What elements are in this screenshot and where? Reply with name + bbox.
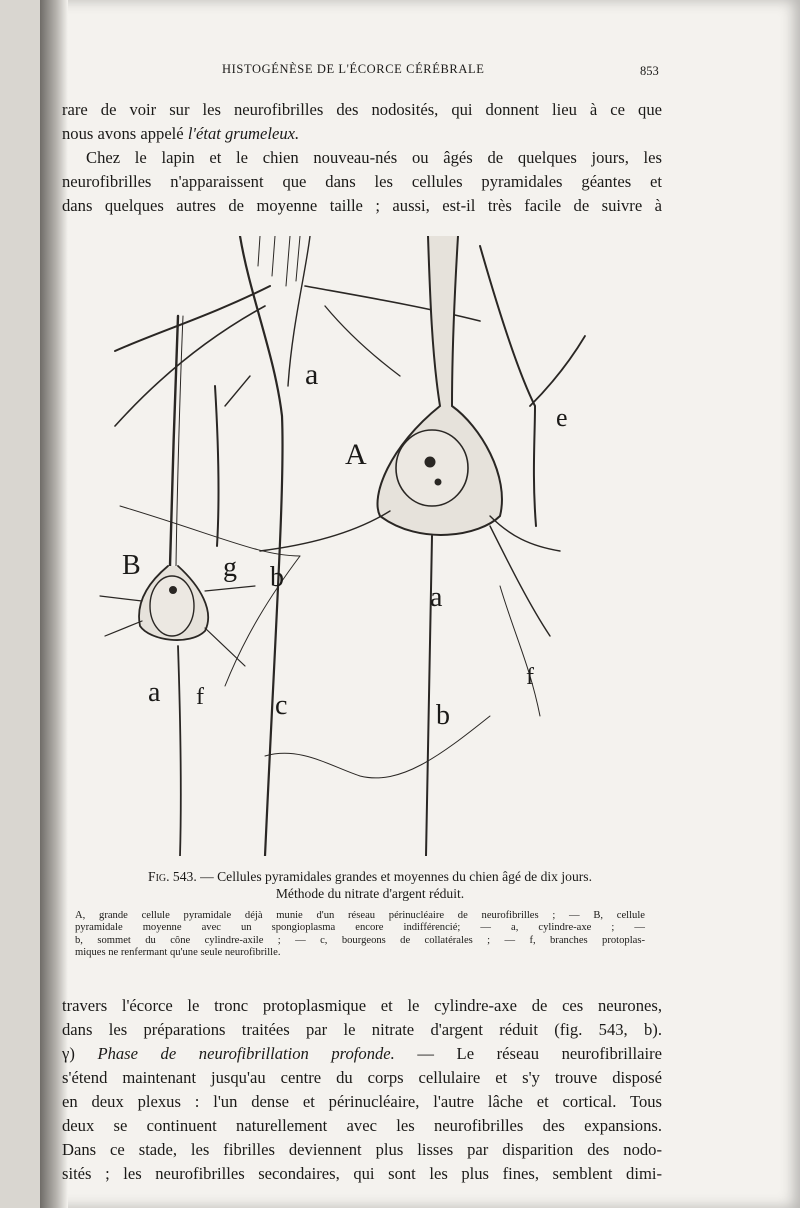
legend-line: b, sommet du cône cylindre-axile ; — c, bourgeons de collatérales ; — f, branches protoplas- [75, 934, 645, 946]
text-line [62, 1042, 662, 1066]
label-g: g [223, 552, 237, 583]
caption-line [100, 868, 640, 885]
label-f-right: f [526, 664, 534, 690]
text-line: en deux plexus : l'un dense et périnucléaire, l'autre lâche et cortical. Tous [62, 1092, 662, 1111]
text-line: Dans ce stade, les fibrilles deviennent plus lisses par disparition des nodo- [62, 1140, 662, 1159]
label-a-right: a [430, 582, 443, 613]
section-title: Phase de neurofibrillation profonde. [97, 1044, 395, 1063]
figure-number: Fig. 543. [148, 869, 197, 884]
legend-line: pyramidale moyenne avec un spongioplasma encore indifférencié; — a, cylindre-axe ; — [75, 922, 645, 934]
neuron-figure [60, 236, 660, 856]
italic-term: l'état grumeleux. [187, 124, 300, 143]
page-number: 853 [640, 64, 659, 78]
legend-line: miques ne renfermant qu'une seule neurofibrille. [75, 947, 281, 959]
text-line: Chez le lapin et le chien nouveau-nés ou âgés de quelques jours, les [86, 148, 662, 167]
text-span: nous avons appelé [62, 124, 188, 143]
text-line: deux se continuent naturellement avec les neurofibrilles des expansions. [62, 1116, 662, 1135]
text-line: dans les préparations traitées par le nitrate d'argent réduit (fig. 543, b). [62, 1020, 662, 1039]
figure-legend [75, 910, 645, 960]
text-line: travers l'écorce le tronc protoplasmique et le cylindre-axe de ces neurones, [62, 996, 662, 1015]
text-line: sités ; les neurofibrilles secondaires, qui sont les plus fines, semblent dimi- [62, 1164, 662, 1183]
label-f-left: f [196, 684, 204, 710]
label-b-bottom: b [436, 700, 450, 731]
text-span: — Le réseau neurofibrillaire [394, 1044, 663, 1063]
section-marker: γ) [62, 1044, 98, 1063]
text-line [62, 122, 662, 146]
label-b-left: b [270, 562, 284, 593]
label-c: c [275, 690, 288, 721]
text-line: neurofibrilles n'apparaissent que dans les cellules pyramidales géantes et [62, 172, 662, 191]
label-e: e [556, 403, 568, 432]
running-title: HISTOGÉNÈSE DE L'ÉCORCE CÉRÉBRALE [222, 62, 485, 76]
text-line: rare de voir sur les neurofibrilles des nodosités, qui donnent lieu à ce que [62, 100, 662, 119]
label-A: A [345, 438, 367, 471]
figure-caption [100, 868, 640, 902]
top-paragraph [62, 98, 662, 218]
label-a-left: a [148, 677, 161, 708]
caption-text: — Cellules pyramidales grandes et moyennes du chien âgé de dix jours. [196, 869, 592, 884]
label-a-top: a [305, 358, 319, 391]
caption-line: Méthode du nitrate d'argent réduit. [275, 886, 465, 901]
text-line: dans quelques autres de moyenne taille ; aussi, est-il très facile de suivre à [62, 196, 662, 215]
text-line: s'étend maintenant jusqu'au centre du corps cellulaire et s'y trouve disposé [62, 1068, 662, 1087]
label-B: B [122, 550, 141, 581]
legend-line: A, grande cellule pyramidale déjà munie d'un réseau périnucléaire de neurofibrilles ; — B, cellule [75, 910, 645, 921]
bottom-paragraph [62, 994, 662, 1186]
